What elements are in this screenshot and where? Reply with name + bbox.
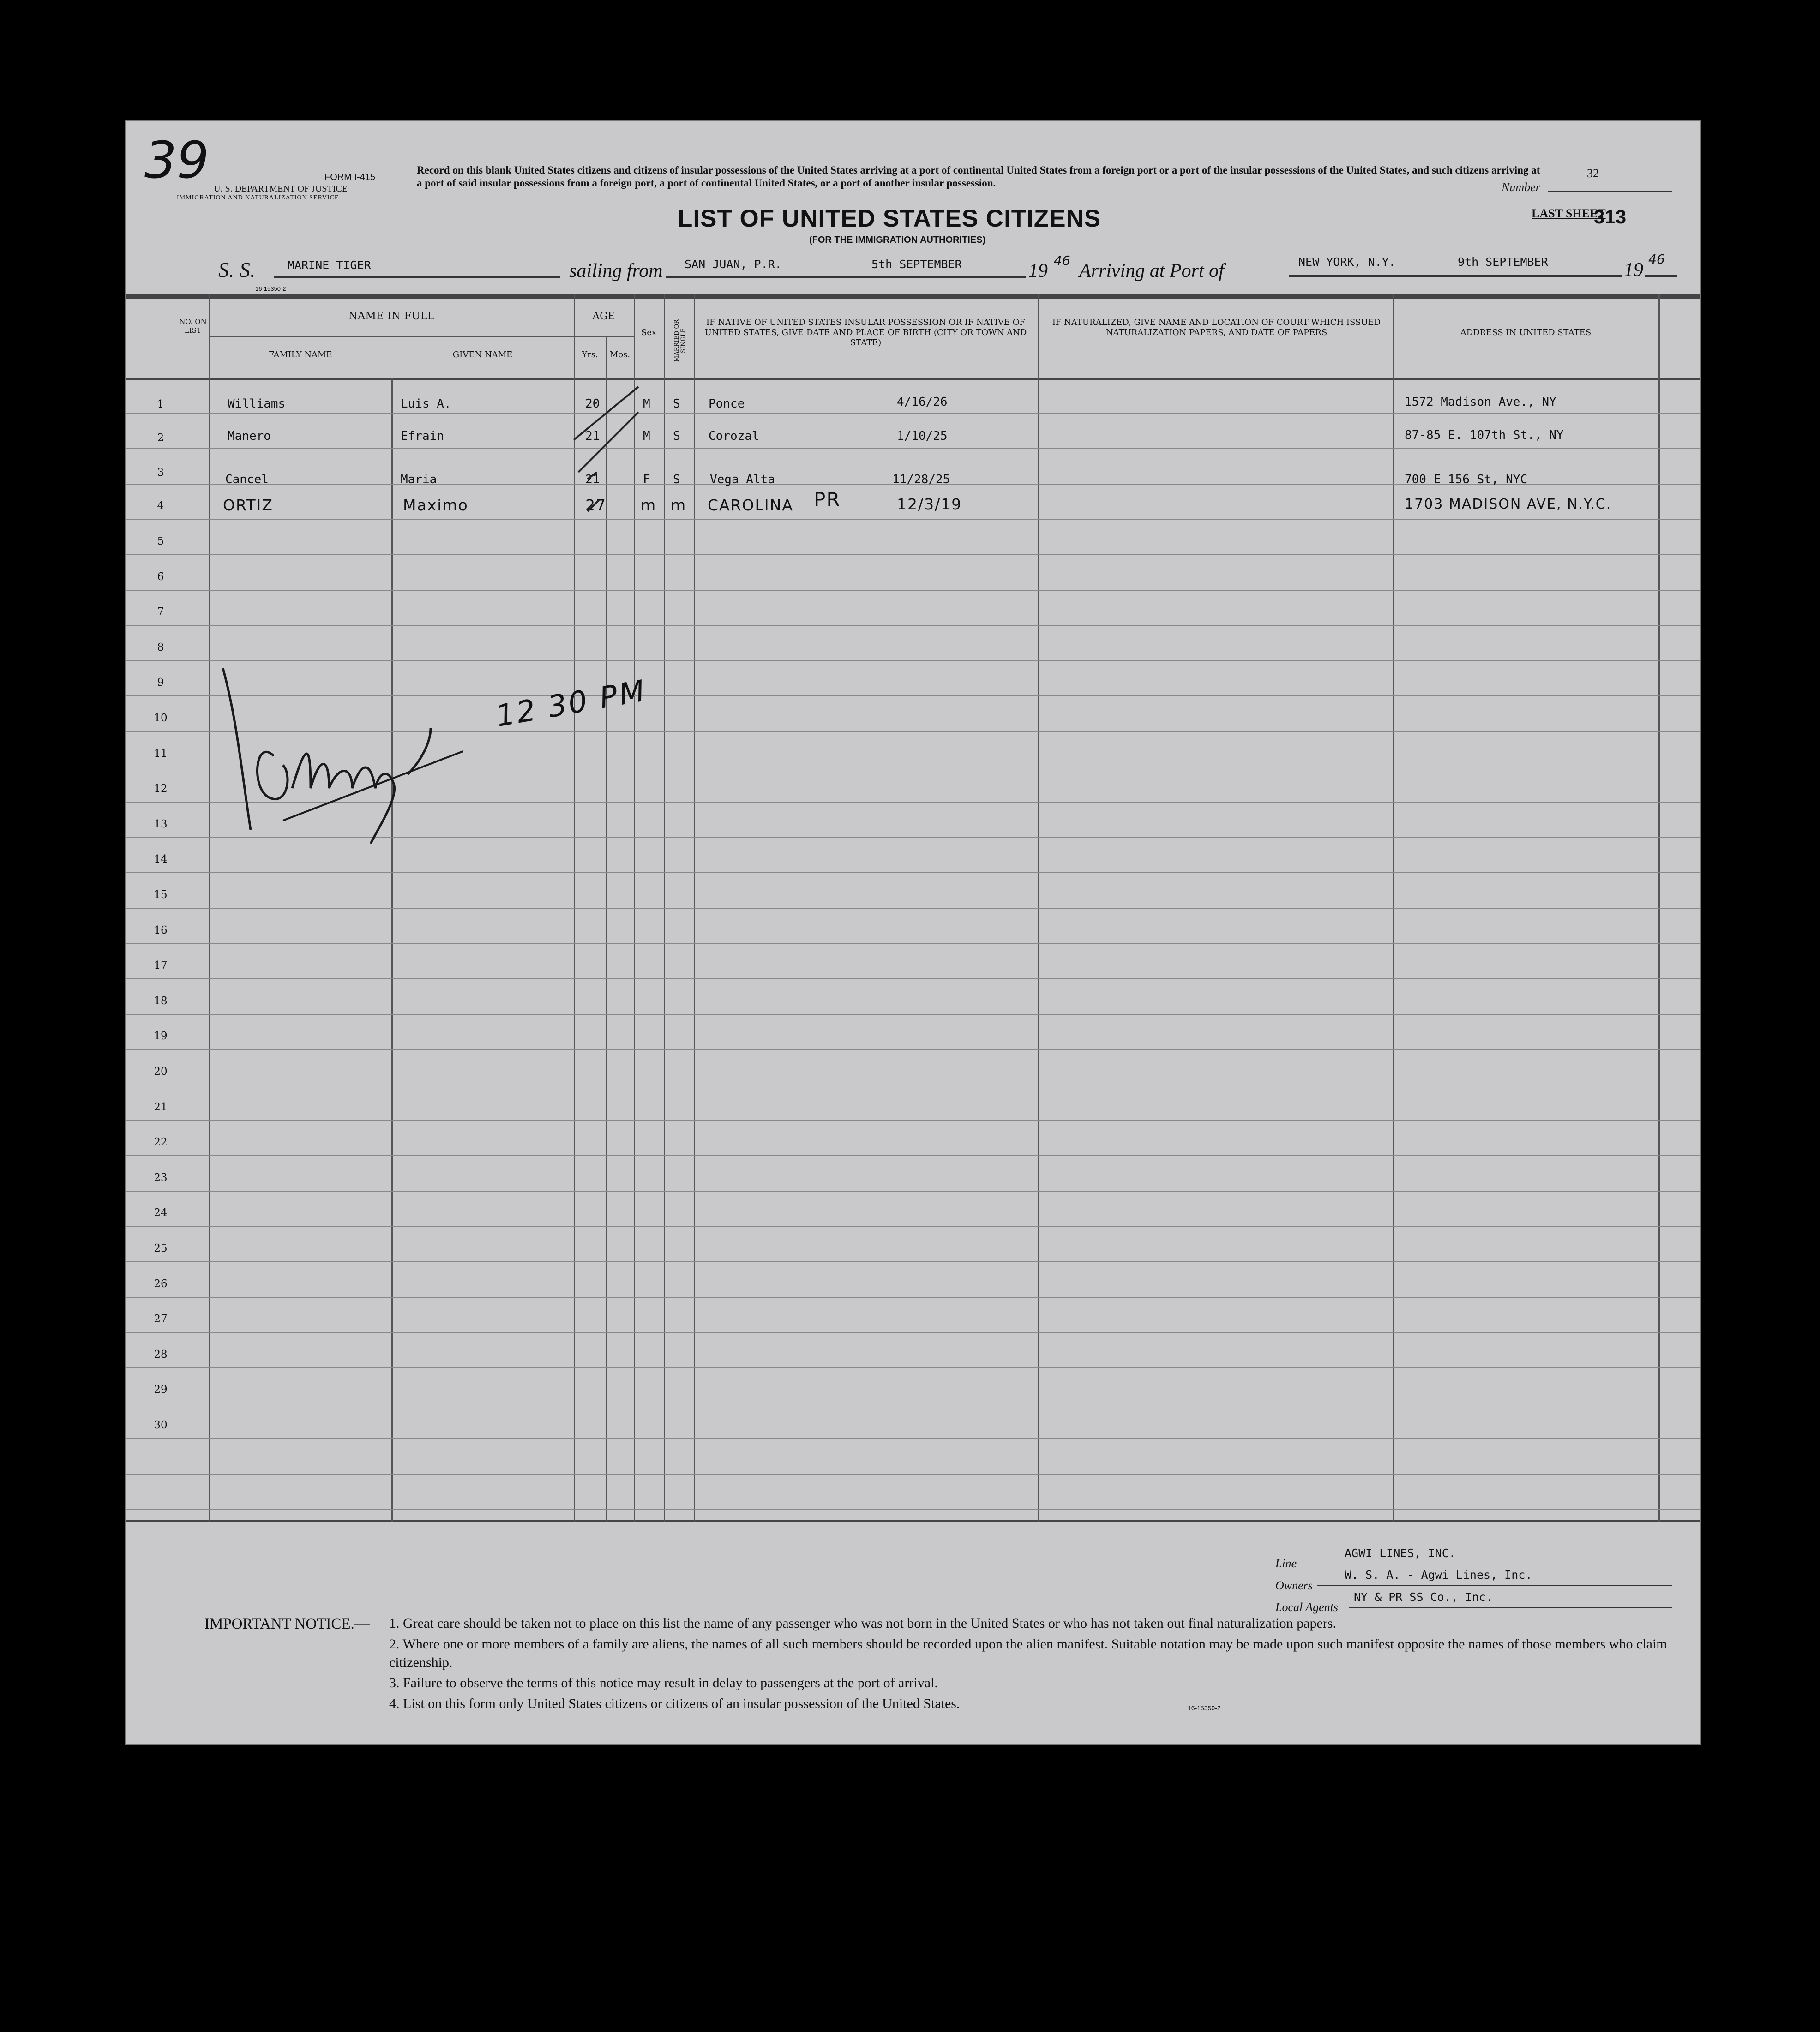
birth-place-note: PR (814, 488, 841, 511)
col-divider (391, 378, 393, 1522)
row-rule (126, 1049, 1700, 1050)
last-sheet-label: LAST SHEET (1532, 207, 1606, 220)
family-name: Williams (228, 397, 286, 411)
line-value: AGWI LINES, INC. (1345, 1546, 1456, 1560)
row-number: 9 (157, 677, 164, 689)
header-given-name: GIVEN NAME (452, 350, 513, 360)
row-rule (126, 978, 1700, 979)
row-rule (126, 554, 1700, 555)
arrive-year-rule (1645, 275, 1677, 277)
row-number: 10 (154, 712, 168, 724)
row-rule (126, 1438, 1700, 1439)
sex: m (641, 496, 657, 514)
header-no: NO. ON LIST (179, 318, 207, 335)
notice-1: 1. Great care should be taken not to place on this list the name of any passenger who was not born in the United States or who has not taken out final naturalization papers. (389, 1616, 1336, 1631)
page-subtitle: (FOR THE IMMIGRATION AUTHORITIES) (809, 235, 986, 245)
print-code: 16-15350-2 (1188, 1704, 1221, 1712)
agents-value: NY & PR SS Co., Inc. (1354, 1590, 1493, 1604)
marital-status: m (671, 496, 687, 514)
ship-rule (274, 276, 560, 278)
row-rule (126, 413, 1700, 414)
instructions-text: Record on this blank United States citizens and citizens of insular possessions of the United States arriving at a port of continental United States from a foreign port or a port of the insular possessions of the United States, and such citizens arriving at a port of said insular possessions from a foreign port, a port of continental United States, or a port of another insular possession. (417, 164, 1540, 189)
row-number: 2 (157, 432, 164, 444)
row-number: 28 (154, 1348, 168, 1361)
family-name: Cancel (225, 473, 269, 486)
row-rule (126, 1474, 1700, 1475)
address: 1703 MADISON AVE, N.Y.C. (1405, 496, 1612, 512)
row-number: 6 (157, 570, 164, 583)
row-number: 16 (154, 924, 168, 936)
given-name: Maria (401, 473, 437, 486)
depart-year-prefix: 19 (1028, 260, 1048, 282)
row-rule (126, 1297, 1700, 1298)
number-value: 32 (1587, 167, 1599, 180)
age-years: 20 (585, 397, 600, 411)
sailing-from-label: sailing from (569, 260, 663, 282)
row-number: 23 (154, 1171, 168, 1184)
row-rule (126, 1367, 1700, 1368)
age-years: 27 (585, 496, 607, 514)
row-rule (126, 625, 1700, 626)
row-number: 18 (154, 995, 168, 1007)
row-number: 25 (154, 1242, 168, 1254)
row-rule (126, 1226, 1700, 1227)
given-name: Maximo (403, 496, 469, 514)
marital-status: S (673, 397, 680, 411)
row-rule (126, 590, 1700, 591)
number-label: Number (1502, 180, 1540, 194)
row-number: 22 (154, 1136, 168, 1149)
row-number: 17 (154, 959, 168, 972)
arrive-year-prefix: 19 (1624, 259, 1643, 281)
header-sex: Sex (641, 328, 657, 337)
owners-label: Owners (1275, 1579, 1313, 1592)
age-correction-marks (569, 384, 657, 514)
address: 700 E 156 St, NYC (1405, 473, 1528, 486)
family-name: ORTIZ (223, 496, 273, 514)
department-name: U. S. DEPARTMENT OF JUSTICE (214, 184, 348, 194)
form-label: FORM I-415 (324, 172, 376, 182)
row-number: 12 (154, 783, 168, 795)
row-rule (126, 1261, 1700, 1262)
header-birth: IF NATIVE OF UNITED STATES INSULAR POSSESSION OR IF NATIVE OF UNITED STATES, GIVE DATE AND PLACE OF BIRTH (CITY OR TOWN AND STATE) (704, 318, 1027, 348)
birth-date: 1/10/25 (897, 429, 948, 443)
birth-date: 12/3/19 (897, 495, 962, 513)
to-port: NEW YORK, N.Y. (1298, 255, 1396, 269)
notice-3: 3. Failure to observe the terms of this notice may result in delay to passengers at the port of arrival. (389, 1675, 938, 1690)
header-family-name: FAMILY NAME (268, 350, 332, 360)
row-rule (126, 908, 1700, 909)
depart-year: 46 (1054, 253, 1070, 268)
age-years: 21 (585, 473, 600, 486)
given-name: Efrain (401, 429, 444, 443)
marital-status: S (673, 473, 680, 486)
annotation-time: 12 30 PM (493, 673, 649, 734)
row-rule (126, 1332, 1700, 1333)
address: 1572 Madison Ave., NY (1405, 395, 1556, 409)
depart-date: 5th SEPTEMBER (871, 258, 962, 271)
page-title: LIST OF UNITED STATES CITIZENS (678, 205, 1101, 232)
sheet-stamp: 313 (1594, 206, 1627, 228)
row-rule (126, 1155, 1700, 1156)
birth-place: Vega Alta (710, 473, 775, 486)
form-code: 16-15350-2 (255, 285, 286, 292)
name-subheader-rule (209, 336, 634, 337)
arrive-date: 9th SEPTEMBER (1458, 255, 1548, 269)
row-rule (126, 1120, 1700, 1121)
row-number: 24 (154, 1207, 168, 1219)
owners-value: W. S. A. - Agwi Lines, Inc. (1345, 1568, 1532, 1582)
row-number: 7 (157, 606, 164, 618)
agents-rule (1349, 1607, 1672, 1608)
header-name-in-full: NAME IN FULL (348, 310, 435, 322)
row-number: 4 (157, 500, 164, 512)
line-label: Line (1275, 1557, 1297, 1570)
table-top-rule (126, 294, 1700, 297)
sex: M (643, 429, 650, 443)
row-number: 30 (154, 1419, 168, 1431)
to-rule (1289, 275, 1622, 277)
birth-place: Ponce (709, 397, 745, 411)
official-signature (214, 650, 620, 890)
sex: M (643, 397, 650, 411)
manifest-sheet (125, 120, 1701, 1745)
header-married-single: MARRIED OR SINGLE (673, 319, 687, 362)
birth-date: 11/28/25 (892, 473, 950, 486)
given-name: Luis A. (401, 397, 451, 411)
header-bottom-rule (126, 378, 1700, 380)
header-yrs: Yrs. (582, 350, 598, 360)
row-number: 3 (157, 467, 164, 479)
service-name: IMMIGRATION AND NATURALIZATION SERVICE (177, 194, 339, 201)
row-rule (126, 1014, 1700, 1015)
header-mos: Mos. (609, 350, 631, 360)
arrive-year: 46 (1648, 252, 1665, 267)
row-number: 14 (154, 853, 168, 866)
notice-4: 4. List on this form only United States citizens or citizens of an insular possession of the United States. (389, 1696, 960, 1711)
row-number: 15 (154, 889, 168, 901)
corner-mark: 39 (144, 131, 209, 190)
arriving-label: Arriving at Port of (1079, 260, 1224, 282)
ship-name: MARINE TIGER (288, 258, 371, 272)
notice-title: IMPORTANT NOTICE.— (204, 1616, 370, 1632)
row-number: 29 (154, 1384, 168, 1396)
notice-2: 2. Where one or more members of a family are aliens, the names of all such members should be recorded upon the alien manifest. Suitable notation may be made upon such manifest opposite the names of those members who claim citizenship. (389, 1636, 1667, 1670)
citizens-table (126, 294, 1700, 1522)
row-rule (126, 943, 1700, 944)
marital-status: S (673, 429, 680, 443)
header-address: ADDRESS IN UNITED STATES (1460, 328, 1592, 337)
row-rule (126, 1509, 1700, 1510)
row-rule (126, 519, 1700, 520)
header-naturalized: IF NATURALIZED, GIVE NAME AND LOCATION OF COURT WHICH ISSUED NATURALIZATION PAPERS, AND DATE OF PAPERS (1052, 318, 1381, 337)
row-number: 13 (154, 818, 168, 830)
row-number: 27 (154, 1313, 168, 1325)
row-number: 1 (157, 398, 164, 410)
row-number: 26 (154, 1277, 168, 1290)
sex: F (643, 473, 650, 486)
row-rule (126, 448, 1700, 449)
header-divider (126, 297, 1700, 299)
age-years: 21 (585, 429, 600, 443)
owners-rule (1317, 1585, 1672, 1586)
agents-label: Local Agents (1275, 1600, 1339, 1614)
from-port: SAN JUAN, P.R. (685, 258, 782, 271)
number-rule (1548, 191, 1672, 192)
from-rule (666, 276, 1026, 278)
birth-date: 4/16/26 (897, 395, 948, 409)
ss-label: S. S. (218, 258, 256, 282)
row-number: 11 (154, 747, 168, 760)
row-number: 20 (154, 1066, 168, 1078)
birth-place: CAROLINA (708, 496, 793, 514)
address: 87-85 E. 107th St., NY (1405, 428, 1564, 442)
row-number: 5 (157, 535, 164, 547)
family-name: Manero (228, 429, 271, 443)
row-rule (126, 1191, 1700, 1192)
header-age: AGE (592, 311, 615, 322)
row-number: 19 (154, 1030, 168, 1043)
row-number: 21 (154, 1101, 168, 1113)
birth-place: Corozal (709, 429, 759, 443)
row-number: 8 (157, 641, 164, 653)
table-bottom-rule (126, 1520, 1700, 1522)
